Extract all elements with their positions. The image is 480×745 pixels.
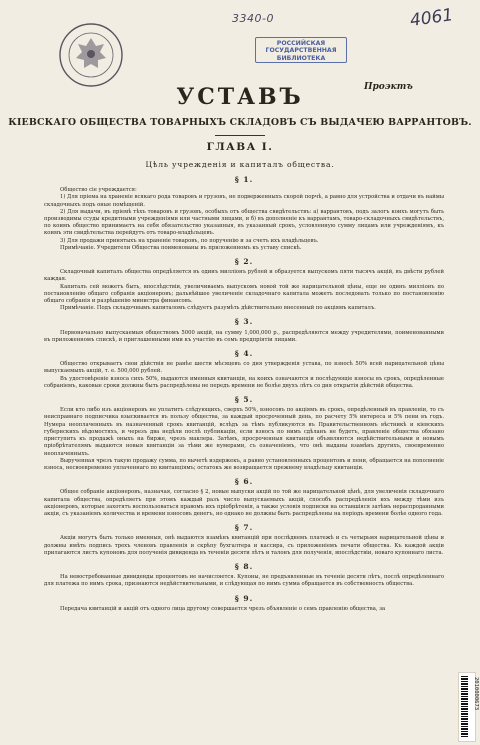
section-paragraph: Складочный капиталъ общества опредѣляется въ одинъ милліонъ рублей и образуется выпускомъ пяти тысячъ акцій, въ двѣсти рублей каждая.: [44, 269, 444, 283]
section-paragraph: Общество открываетъ свои дѣйствія не ранѣе шести мѣсяцевъ со дня утвержденія устава, по взносѣ 50% всей нарицательной цѣны выпускаемыхъ акцій, т. е. 500,000 рублей.: [44, 361, 444, 375]
section-heading: § 2.: [234, 257, 254, 267]
stamp-line: ГОСУДАРСТВЕННАЯ: [265, 47, 337, 55]
section-heading: § 5.: [234, 395, 254, 405]
section-paragraph: Если кто либо изъ акціонеровъ не уплатитъ слѣдующихъ, сверхъ 50%, взносовъ по акціямъ въ срокъ, опредѣленный въ правленіи, то съ неисправнаго подписчика взыскивается въ пользу общества, за каждый просроченный день, по расчету 5% интереса и 5% пени въ годъ. Нумера неоплаченныхъ въ назначенный срокъ квитанцій, вслѣдъ за тѣмъ публикуются въ Правительственномъ вѣстникѣ и кіевскихъ губернскихъ вѣдомостяхъ, и черезъ два недѣли послѣ публикаціи, если взносъ по нимъ сдѣланъ не будетъ, правленіе общества обязано приступить къ продажѣ оныхъ на бирже, чрезъ маклера. Затѣмъ, просроченныя квитанціи объявляются недѣйствительными и новымъ пріобрѣтателямъ выдаются новыя квитанціи за тѣми же нумерами, съ означеніемъ, что онѣ выданы взамѣнъ другихъ, своевременно неоплаченныхъ.: [44, 407, 444, 457]
section-paragraph: Акціи могутъ быть только именныя, онѣ выдаются взамѣнъ квитанцій при послѣднемъ платежѣ и съ четырьмя нарицательной цѣны и должны имѣть подпись трехъ членовъ правленія и скрѣпу бухгалтера и кассира, съ приложеніемъ печати общества. Къ каждой акціи прилагаются листъ купоновъ для полученія дивиденда въ теченіи десяти лѣтъ и талонъ для полученія, впослѣдствіи, новаго купоннаго листа.: [44, 535, 444, 556]
stamp-line: РОССИЙСКАЯ: [276, 40, 326, 47]
section-heading: § 9.: [234, 593, 254, 603]
chapter-subtitle: Цѣль учрежденія и капиталъ общества.: [145, 160, 335, 169]
section-paragraph: 3) Для продажи принятыхъ на храненіе товаровъ, по порученію и за счетъ ихъ владѣльцевъ.: [60, 237, 319, 244]
chapter-heading: ГЛАВА I.: [206, 141, 274, 153]
document-subtitle: КІЕВСКАГО ОБЩЕСТВА ТОВАРНЫХЪ СКЛАДОВЪ СЪ ВЫДАЧЕЮ ВАРРАНТОВЪ.: [8, 117, 472, 128]
section-paragraph: Передача квитанцій и акцій отъ одного лица другому совершается чрезъ объявленіе о семъ правленію общества, за: [60, 605, 386, 612]
handwritten-shelfmark: 3340-0: [232, 12, 274, 25]
section-paragraph: Примѣчаніе. Подъ складочнымъ капиталомъ слѣдуетъ разумѣть дѣйствительно внесенный по акціямъ капиталъ.: [60, 305, 376, 312]
section-paragraph: Общее собраніе акціонеровъ, назначая, согласно § 2, новые выпуски акцій по той же нарицательной цѣнѣ, для увеличенія складочнаго капитала общества, опредѣляетъ при этомъ каждый разъ число выпускаемыхъ акцій, способъ распредѣленія ихъ между тѣми изъ акціонеровъ, которые захотятъ воспользоваться правомъ ихъ пріобрѣтенія, а также условія подписки на оставшіяся затѣмъ нераспроданными акціи, съ указаніемъ количества и времени взносовъ денегъ, но однако не должны быть распредѣлены на періодъ времени болѣе одного года.: [44, 489, 444, 517]
document-title: УСТАВЪ: [176, 84, 304, 110]
library-stamp: [255, 37, 347, 63]
section-heading: § 1.: [234, 175, 254, 184]
section-paragraph: Общество сіе учреждается:: [60, 187, 137, 194]
section-heading: § 6.: [234, 477, 254, 487]
section-heading: § 3.: [234, 317, 254, 327]
divider: [215, 135, 265, 136]
barcode-icon: [461, 676, 468, 738]
section-paragraph: Примѣчаніе. Учредители Общества поименованы въ приложенномъ къ уставу спискѣ.: [60, 244, 302, 251]
section-heading: § 7.: [234, 523, 254, 533]
section-paragraph: Вырученная чрезъ такую продажу сумма, по вычетѣ издержекъ, а равно установленныхъ процентовъ и пени, обращается на пополненіе взноса, несвоевременно уплаченнаго по квитанціямъ; остатокъ же возвращается прежнему владѣльцу квитанціи.: [44, 457, 444, 471]
section-paragraph: На невостребованные дивиденды процентовъ не начисляется. Купоны, не предъявленные въ теченіе десяти лѣтъ, послѣ опредѣленнаго для платежа по нимъ срока, признаются недѣйствительными, и слѣдующая по нимъ сумма обращается въ собственность общества.: [44, 574, 444, 588]
section-paragraph: 1) Для пріема на храненіе всякаго рода товаровъ и грузовъ, не подверженныхъ скорой порчѣ, а равно для устройства и отдачи въ наймы складочныхъ подъ оные помѣщеній.: [44, 194, 444, 208]
barcode-number: 2010000673: [473, 677, 479, 711]
section-heading: § 8.: [234, 561, 254, 571]
draft-label: Проэктъ: [364, 82, 413, 92]
handwritten-number: 4061: [408, 5, 455, 31]
document-body: [44, 170, 444, 613]
stamp-line: БИБЛИОТЕКА: [276, 54, 326, 62]
section-heading: § 4.: [234, 349, 254, 359]
section-paragraph: Въ удостовѣреніе взноса сихъ 50%, выдаются именныя квитанціи, на коихъ означаются и послѣдующіе взносы въ срокъ, опредѣленные собраніемъ, каковые сроки должны быть распредѣлены не передъ времени не болѣе двухъ лѣтъ со дня открытія дѣйствій общества.: [44, 375, 444, 389]
section-paragraph: Первоначально выпускаемыя обществомъ 5000 акцій, на сумму 1,000,000 р., распредѣляются между учредителями, поименованными въ приложенномъ спискѣ, и приглашенными ими къ участію въ семъ предпріятіи лицами.: [44, 329, 444, 343]
section-paragraph: 2) Для выдачи, въ пріемѣ тѣхъ товаровъ и грузовъ, особыхъ отъ общества свидѣтельствъ: а) варрантовъ, подъ залогъ коихъ могутъ быть производимы ссуды кредитными учрежденіями или частными лицами, и б) въ дополненіе къ варрантамъ, товаро-складочныхъ свидѣтельствъ, по коимъ общество принимаетъ на себя обязательство указанныя, въ указанный срокъ, условленную сумму лицамъ или учрежденіямъ, къ коимъ эти свидѣтельства перейдутъ отъ товаро-владѣльцевъ.: [44, 208, 444, 237]
library-seal-icon: [58, 22, 124, 88]
section-paragraph: Капиталъ сей можетъ быть, впослѣдствіи, увеличиваемъ выпускомъ новой той же нарицательной цѣны, еще не одинъ милліонъ по постановленію общаго собранія акціонеровъ; дальнѣйшее увеличеніе складочнаго капитала можетъ последовать только по постановленію общаго собранія и разрѣшенію министра финансовъ.: [44, 283, 444, 305]
barcode-sticker: [458, 672, 479, 742]
